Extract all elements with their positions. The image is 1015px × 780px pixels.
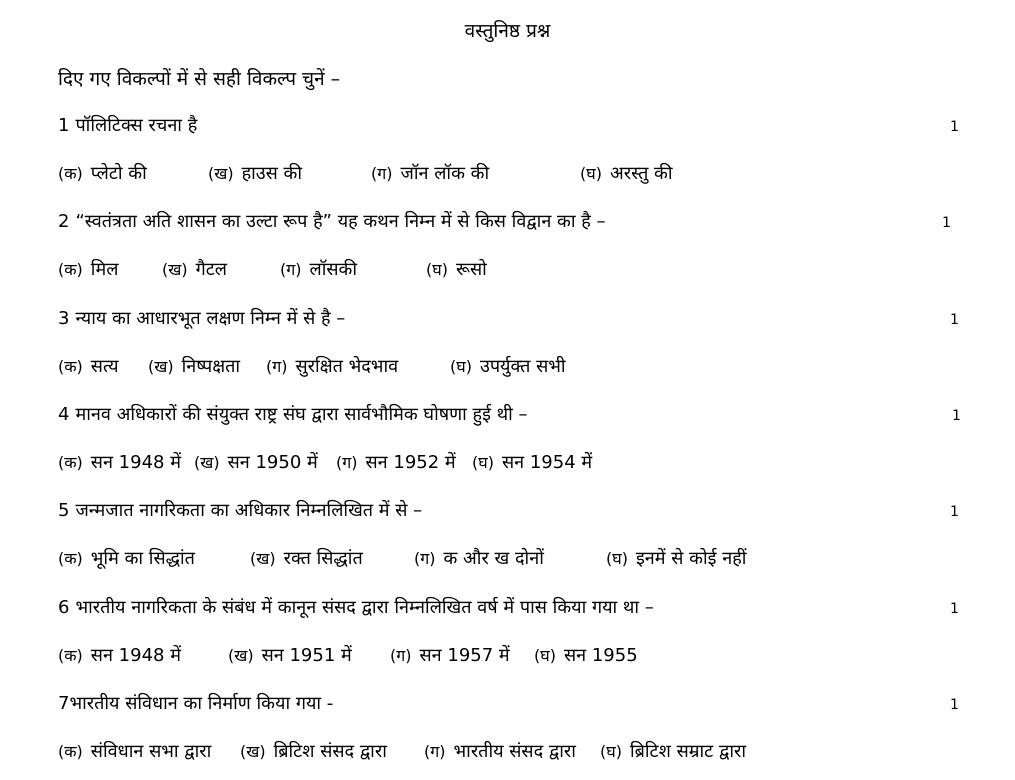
option-text: मिल xyxy=(90,259,119,280)
question-7 xyxy=(58,691,968,719)
option-a xyxy=(58,257,118,283)
question-body: मानव अधिकारों की संयुक्त राष्ट्र संघ द्वारा सार्वभौमिक घोषणा हुई थी – xyxy=(75,404,528,425)
option-text: सन 1948 में xyxy=(90,452,181,473)
question-number: 1 xyxy=(58,115,70,136)
option-text: सन 1955 xyxy=(563,645,638,666)
question-number: 6 xyxy=(58,597,70,618)
option-c xyxy=(266,354,398,380)
option-text: भूमि का सिद्धांत xyxy=(90,548,195,569)
question-body: “स्वतंत्रता अति शासन का उल्टा रूप है” यह कथन निम्न में से किस विद्वान का है – xyxy=(75,211,606,232)
option-c xyxy=(336,450,456,476)
option-text: हाउस की xyxy=(241,163,303,184)
option-letter: (घ) xyxy=(606,549,628,568)
question-6 xyxy=(58,595,968,623)
option-letter: (क) xyxy=(58,646,83,665)
option-d xyxy=(426,257,487,283)
options-7 xyxy=(58,739,958,767)
option-letter: (घ) xyxy=(426,260,448,279)
option-letter: (ग) xyxy=(280,260,302,279)
option-text: गैटल xyxy=(195,259,227,280)
option-text: लॉसकी xyxy=(309,259,358,280)
options-3 xyxy=(58,354,958,382)
option-text: क और ख दोनों xyxy=(443,548,544,569)
question-body: पॉलिटिक्स रचना है xyxy=(75,115,198,136)
question-body: भारतीय नागरिकता के संबंध में कानून संसद द्वारा निम्नलिखित वर्ष में पास किया गया था – xyxy=(75,597,654,618)
option-c xyxy=(414,546,544,572)
question-text xyxy=(58,498,422,524)
question-marks: 1 xyxy=(942,215,951,231)
question-1 xyxy=(58,113,968,141)
option-letter: (ख) xyxy=(208,164,234,183)
option-c xyxy=(424,739,576,765)
option-text: सत्य xyxy=(90,356,119,377)
option-text: सन 1954 में xyxy=(501,452,593,473)
option-letter: (क) xyxy=(58,260,83,279)
question-text xyxy=(58,595,654,621)
question-number: 5 xyxy=(58,500,70,521)
question-number: 4 xyxy=(58,404,70,425)
question-text xyxy=(58,402,528,428)
question-text xyxy=(58,209,606,235)
option-text: सन 1951 में xyxy=(261,645,352,666)
question-marks: 1 xyxy=(950,601,959,617)
option-text: सन 1948 में xyxy=(90,645,181,666)
option-text: इनमें से कोई नहीं xyxy=(635,548,747,569)
option-a xyxy=(58,643,181,669)
option-d xyxy=(450,354,566,380)
options-5 xyxy=(58,546,958,574)
option-letter: (घ) xyxy=(600,742,622,761)
question-number: 3 xyxy=(58,308,70,329)
option-letter: (क) xyxy=(58,357,83,376)
option-text: जॉन लॉक की xyxy=(400,163,490,184)
option-b xyxy=(250,546,363,572)
option-b xyxy=(162,257,227,283)
option-letter: (ख) xyxy=(162,260,188,279)
option-letter: (ख) xyxy=(240,742,266,761)
question-marks: 1 xyxy=(950,697,959,713)
option-letter: (ग) xyxy=(336,453,358,472)
option-letter: (ख) xyxy=(250,549,276,568)
option-letter: (ग) xyxy=(424,742,446,761)
option-a xyxy=(58,354,119,380)
option-text: भारतीय संसद द्वारा xyxy=(453,741,576,762)
option-text: सन 1950 में xyxy=(227,452,318,473)
question-marks: 1 xyxy=(950,119,959,135)
option-letter: (घ) xyxy=(534,646,556,665)
option-a xyxy=(58,161,147,187)
option-c xyxy=(371,161,489,187)
page-title: वस्तुनिष्ठ प्रश्न xyxy=(464,20,551,42)
option-d xyxy=(600,739,746,765)
option-a xyxy=(58,450,181,476)
option-d xyxy=(580,161,673,187)
option-text: प्लेटो की xyxy=(90,163,147,184)
option-b xyxy=(194,450,318,476)
option-text: सुरक्षित भेदभाव xyxy=(295,356,399,377)
option-letter: (ख) xyxy=(194,453,220,472)
question-body: जन्मजात नागरिकता का अधिकार निम्नलिखित में से – xyxy=(75,500,423,521)
options-4 xyxy=(58,450,958,478)
option-letter: (क) xyxy=(58,549,83,568)
options-1 xyxy=(58,161,958,189)
option-letter: (घ) xyxy=(472,453,494,472)
question-4 xyxy=(58,402,968,430)
option-text: ब्रिटिश सम्राट द्वारा xyxy=(629,741,747,762)
question-3 xyxy=(58,306,968,334)
option-b xyxy=(228,643,352,669)
option-b xyxy=(148,354,240,380)
option-text: अरस्तु की xyxy=(609,163,673,184)
option-text: सन 1952 में xyxy=(365,452,456,473)
option-letter: (क) xyxy=(58,453,83,472)
question-body: भारतीय संविधान का निर्माण किया गया - xyxy=(69,693,334,714)
option-letter: (घ) xyxy=(580,164,602,183)
question-5 xyxy=(58,498,968,526)
question-marks: 1 xyxy=(950,504,959,520)
question-text xyxy=(58,306,345,332)
option-text: रक्त सिद्धांत xyxy=(283,548,363,569)
options-2 xyxy=(58,257,958,285)
question-text xyxy=(58,691,333,717)
instruction-text: दिए गए विकल्पों में से सही विकल्प चुनें – xyxy=(58,68,341,90)
question-2 xyxy=(58,209,968,237)
question-marks: 1 xyxy=(950,312,959,328)
option-letter: (ग) xyxy=(390,646,412,665)
option-letter: (ग) xyxy=(371,164,393,183)
option-d xyxy=(534,643,638,669)
question-number: 2 xyxy=(58,211,70,232)
question-number: 7 xyxy=(58,693,70,714)
option-d xyxy=(606,546,746,572)
option-letter: (घ) xyxy=(450,357,472,376)
question-marks: 1 xyxy=(952,408,961,424)
question-body: न्याय का आधारभूत लक्षण निम्न में से है – xyxy=(75,308,346,329)
option-text: निष्पक्षता xyxy=(181,356,241,377)
option-text: रूसो xyxy=(455,259,487,280)
question-text xyxy=(58,113,197,139)
option-c xyxy=(280,257,357,283)
option-letter: (क) xyxy=(58,164,83,183)
option-letter: (क) xyxy=(58,742,83,761)
option-b xyxy=(208,161,302,187)
option-b xyxy=(240,739,387,765)
option-c xyxy=(390,643,510,669)
option-text: ब्रिटिश संसद द्वारा xyxy=(273,741,387,762)
option-text: उपर्युक्त सभी xyxy=(479,356,566,377)
option-a xyxy=(58,739,211,765)
option-letter: (ग) xyxy=(414,549,436,568)
option-text: सन 1957 में xyxy=(419,645,510,666)
option-letter: (ख) xyxy=(228,646,254,665)
option-text: संविधान सभा द्वारा xyxy=(90,741,212,762)
option-a xyxy=(58,546,195,572)
option-letter: (ग) xyxy=(266,357,288,376)
option-letter: (ख) xyxy=(148,357,174,376)
option-d xyxy=(472,450,592,476)
options-6 xyxy=(58,643,958,671)
